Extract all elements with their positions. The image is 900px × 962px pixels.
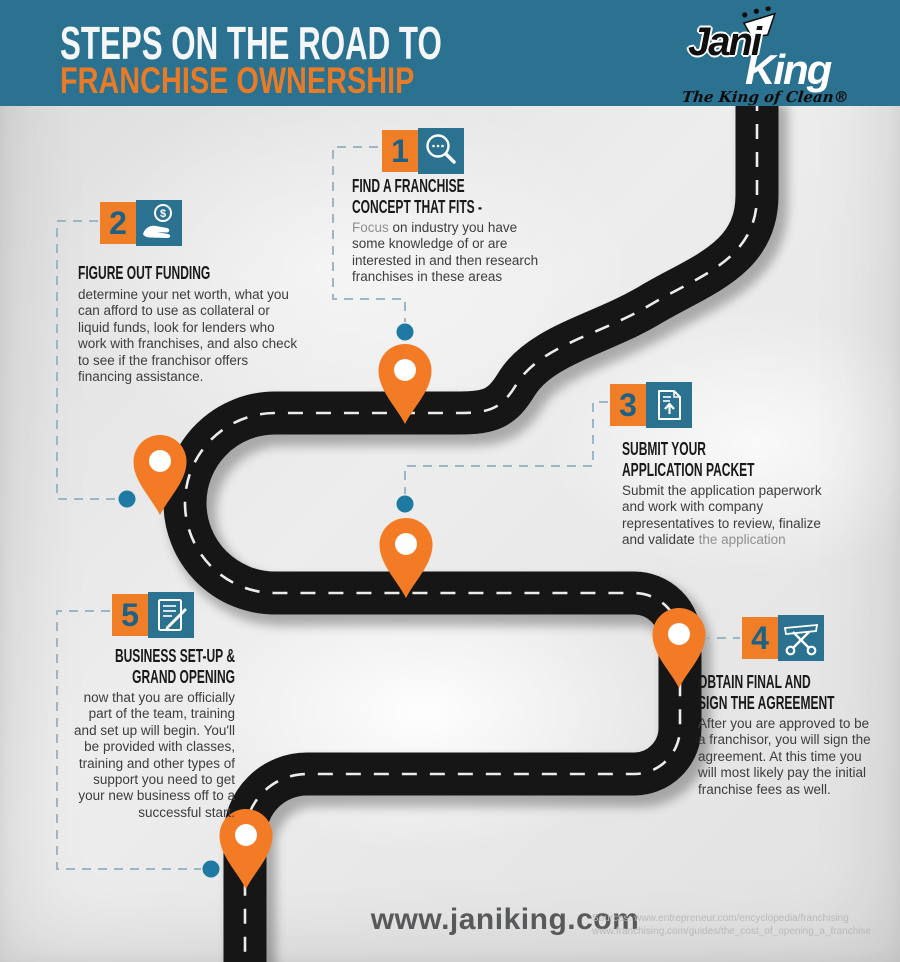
step2-text [78,262,297,385]
step3-title-line1: SUBMIT YOUR [622,438,706,459]
step1-number: 1 [382,130,418,172]
jani-king-logo [640,6,890,104]
step5-body: now that you are officially part of the team, training and set up will begin. You'll be provided with classes, training and other types of support you need to get your new business off to a successful start. [74,690,235,820]
magnifier-icon [418,128,464,174]
step5-badge [112,592,194,638]
step3-number: 3 [610,384,646,426]
step4-number: 4 [742,617,778,659]
page-title: STEPS ON THE ROAD TO [60,17,442,69]
step4-title-line1: OBTAIN FINAL AND [698,671,811,692]
page-subtitle: FRANCHISE OWNERSHIP [60,60,415,101]
sources-line1: Sources: www.entrepreneur.com/encyclopedia/franchising [592,913,849,924]
step4-text [698,671,900,798]
step1-badge [382,128,464,174]
step3-badge [610,382,692,428]
website-text: www.janiking.com [370,903,640,936]
step1-title-line1: FIND A FRANCHISE [352,175,465,196]
step3-title-line2: APPLICATION PACKET [622,459,755,480]
step2-body: determine your net worth, what you can afford to use as collateral or liquid funds, look for lenders who work with franchises, and also check to see if the franchisor offers financing assistance. [78,287,298,385]
dot-step3 [397,496,414,513]
header-banner [0,0,900,106]
step1-body: Focus on industry you have some knowledge of or are interested in and then research franchises in these areas [352,220,539,285]
sign-document-icon [148,592,194,638]
step5-number: 5 [112,594,148,636]
step4-title-line2: SIGN THE AGREEMENT [698,692,835,713]
step1-title-line2: CONCEPT THAT FITS - [352,196,483,217]
logo-word-king: King [745,46,831,93]
step4-badge [742,615,824,661]
sources-text [592,912,882,938]
step2-title-line1: FIGURE OUT FUNDING [78,262,211,283]
hand-coin-icon [136,200,182,246]
dot-step5 [203,861,220,878]
ribbon-scissors-icon [778,615,824,661]
step5-text [30,645,235,821]
step3-body: Submit the application paperwork and work with company representatives to review, finalize and validate the application [622,483,822,548]
dot-step2 [119,491,136,508]
logo-word-jani: Jani [688,20,761,64]
sources-line2: www.franchising.com/guides/the_cost_of_opening_a_franchise [592,926,872,937]
step2-badge [100,200,182,246]
document-upload-icon [646,382,692,428]
dot-step1 [397,324,414,341]
step1-text [352,175,552,286]
step5-title-line1: BUSINESS SET-UP & [114,645,235,666]
step3-text [622,438,826,549]
step5-title-line2: GRAND OPENING [132,666,235,687]
svg-text:$: $ [159,208,167,220]
step2-number: 2 [100,202,136,244]
step4-body: After you are approved to be a franchisor, you will sign the agreement. At this time you will most likely pay the initial franchise fees as well. [698,716,871,797]
logo-tagline: The King of Clean® [681,88,850,106]
